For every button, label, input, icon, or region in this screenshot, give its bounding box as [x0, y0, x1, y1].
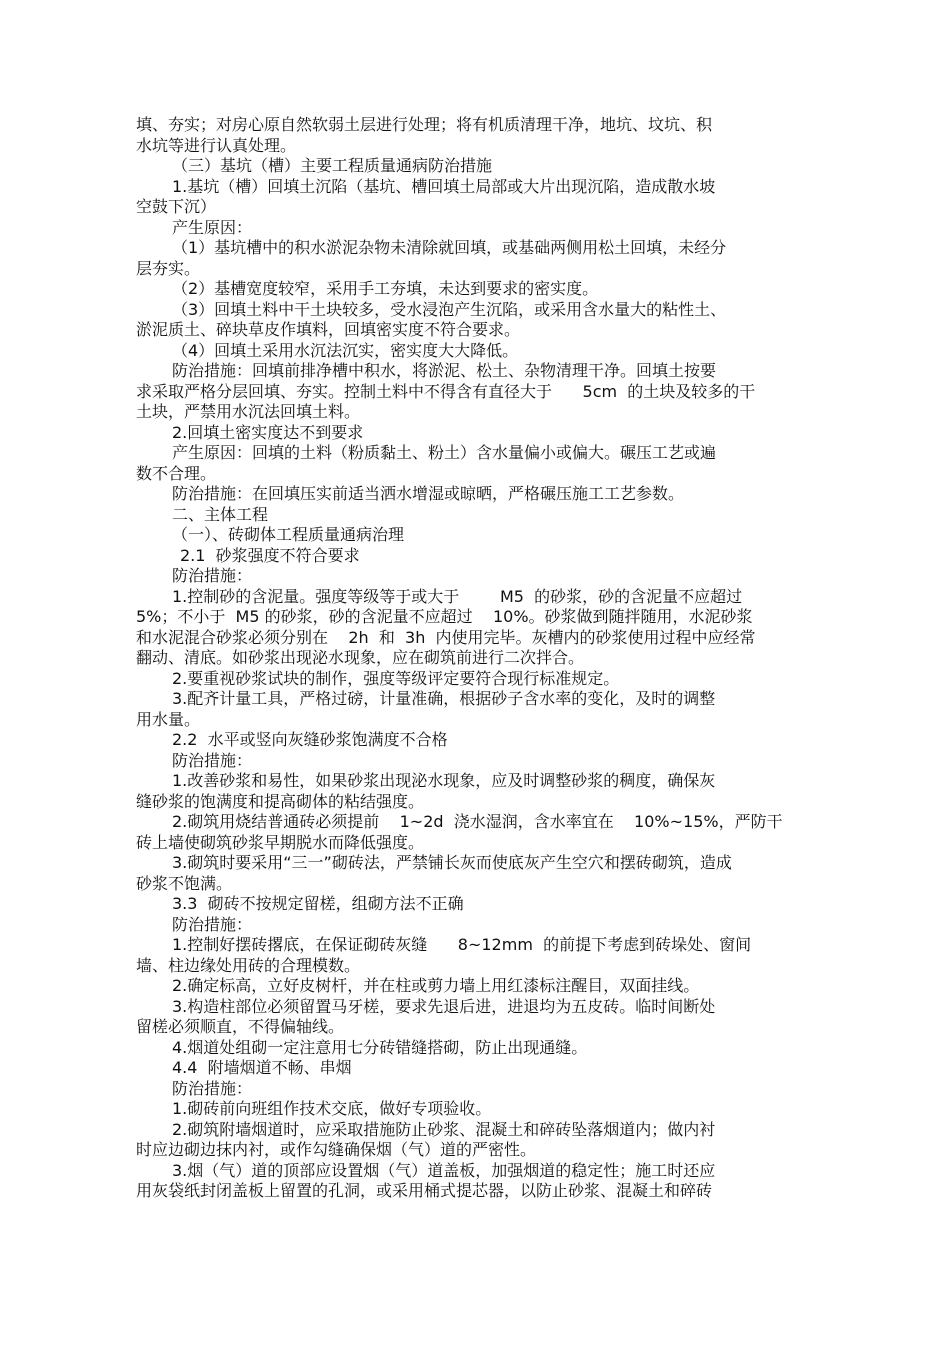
text-line: 砂浆不饱满。	[136, 873, 233, 893]
text-line: 防治措施：	[172, 914, 253, 934]
text-line: 2.要重视砂浆试块的制作，强度等级评定要符合现行标准规定。	[172, 668, 620, 688]
text-line: 5%；不小于 M5 的砂浆，砂的含泥量不应超过 10%。砂浆做到随拌随用，水泥砂浆	[136, 607, 753, 626]
text-line: 3.构造柱部位必须留置马牙槎，要求先退后进，进退均为五皮砖。临时间断处	[172, 996, 716, 1016]
text-line: 防治措施：	[172, 1078, 253, 1098]
text-line: 留槎必须顺直，不得偏轴线。	[136, 1017, 345, 1036]
text-line: 1.控制好摆砖撂底，在保证砌砖灰缝 8~12mm 的前提下考虑到砖垛处、窗间	[172, 935, 752, 954]
text-line: 求采取严格分层回填、夯实。控制土料中不得含有直径大于 5cm 的土块及较多的干	[136, 381, 756, 401]
text-line: 3.配齐计量工具，严格过磅，计量准确，根据砂子含水率的变化，及时的调整	[172, 689, 716, 708]
text-line: 1.基坑（槽）回填土沉陷（基坑、槽回填土局部或大片出现沉陷，造成散水坡	[172, 176, 716, 196]
text-line: 3.砌筑时要采用“三一”砌砖法，严禁铺长灰而使底灰产生空穴和摆砖砌筑，造成	[172, 853, 732, 872]
text-line: 产生原因：	[172, 217, 253, 237]
text-line: 3.3 砌砖不按规定留槎，组砌方法不正确	[172, 894, 464, 913]
text-line: 用水量。	[136, 709, 201, 729]
text-line: （2）基槽宽度较窄，采用手工夯填，未达到要求的密实度。	[172, 279, 599, 298]
text-line: 淤泥质土、碎块草皮作填料，回填密实度不符合要求。	[136, 320, 521, 339]
text-line: 土块，严禁用水沉法回填土料。	[136, 402, 361, 421]
text-line: 防治措施：回填前排净槽中积水，将淤泥、松土、杂物清理干净。回填土按要	[172, 361, 717, 380]
text-line: 2.2 水平或竖向灰缝砂浆饱满度不合格	[172, 730, 448, 749]
text-line: 2.回填土密实度达不到要求	[172, 422, 364, 442]
text-line: （1）基坑槽中的积水淤泥杂物未清除就回填，或基础两侧用松土回填，未经分	[172, 238, 727, 257]
text-line: 产生原因：回填的土料（粉质黏土、粉土）含水量偏小或偏大。碾压工艺或遍	[172, 443, 717, 462]
text-line: 4.4 附墙烟道不畅、串烟	[172, 1058, 352, 1077]
text-line: （三）基坑（槽）主要工程质量通病防治措施	[172, 156, 493, 175]
text-line: 2.砌筑用烧结普通砖必须提前 1~2d 浇水湿润，含水率宜在 10%~15%，严防干	[172, 812, 783, 831]
text-line: （3）回填土料中干土块较多，受水浸泡产生沉陷，或采用含水量大的粘性土、	[172, 299, 727, 319]
text-line: 层夯实。	[136, 258, 201, 278]
text-line: 防治措施：	[172, 566, 253, 585]
text-line: 和水泥混合砂浆必须分别在 2h 和 3h 内使用完毕。灰槽内的砂浆使用过程中应经常	[136, 627, 756, 647]
text-line: 2.确定标高，立好皮树杆，并在柱或剪力墙上用红漆标注醒目，双面挂线。	[172, 976, 700, 995]
text-line: 1.砌砖前向班组作技术交底，做好专项验收。	[172, 1099, 492, 1118]
text-line: 1.改善砂浆和易性，如果砂浆出现泌水现象，应及时调整砂浆的稠度，确保灰	[172, 771, 716, 790]
text-line: 2.砌筑附墙烟道时，应采取措施防止砂浆、混凝土和碎砖坠落烟道内；做内衬	[172, 1119, 716, 1139]
text-line: 1.控制砂的含泥量。强度等级等于或大于 M5 的砂浆，砂的含泥量不应超过	[172, 586, 743, 606]
text-line: 4.烟道处组砌一定注意用七分砖错缝搭砌，防止出现通缝。	[172, 1037, 588, 1057]
text-line: 砖上墙使砌筑砂浆早期脱水而降低强度。	[136, 832, 425, 852]
text-line: 墙、柱边缘处用砖的合理模数。	[136, 955, 361, 975]
document-body	[136, 115, 836, 1202]
text-line: 数不合理。	[136, 463, 217, 483]
text-line: （一）、砖砌体工程质量通病治理	[172, 525, 405, 544]
text-line: 二、主体工程	[172, 504, 269, 524]
text-line: 翻动、清底。如砂浆出现泌水现象，应在砌筑前进行二次拌合。	[136, 648, 585, 667]
text-line: 空鼓下沉）	[136, 197, 217, 216]
text-line: 防治措施：在回填压实前适当洒水增湿或晾晒，严格碾压施工工艺参数。	[172, 484, 685, 503]
text-line: 防治措施：	[172, 750, 253, 770]
text-line: 水坑等进行认真处理。	[136, 135, 297, 155]
text-line: 填、夯实；对房心原自然软弱土层进行处理；将有机质清理干净，地坑、坟坑、积	[136, 115, 713, 134]
text-line: 3.烟（气）道的顶部应设置烟（气）道盖板，加强烟道的稳定性；施工时还应	[172, 1160, 716, 1180]
text-line: 时应边砌边抹内衬，或作勾缝确保烟（气）道的严密性。	[136, 1140, 537, 1159]
text-line: 缝砂浆的饱满度和提高砌体的粘结强度。	[136, 791, 425, 811]
text-line: （4）回填土采用水沉法沉实，密实度大大降低。	[172, 340, 519, 360]
text-line: 2.1 砂浆强度不符合要求	[180, 545, 360, 565]
text-line: 用灰袋纸封闭盖板上留置的孔洞，或采用桶式提芯器，以防止砂浆、混凝土和碎砖	[136, 1181, 713, 1200]
